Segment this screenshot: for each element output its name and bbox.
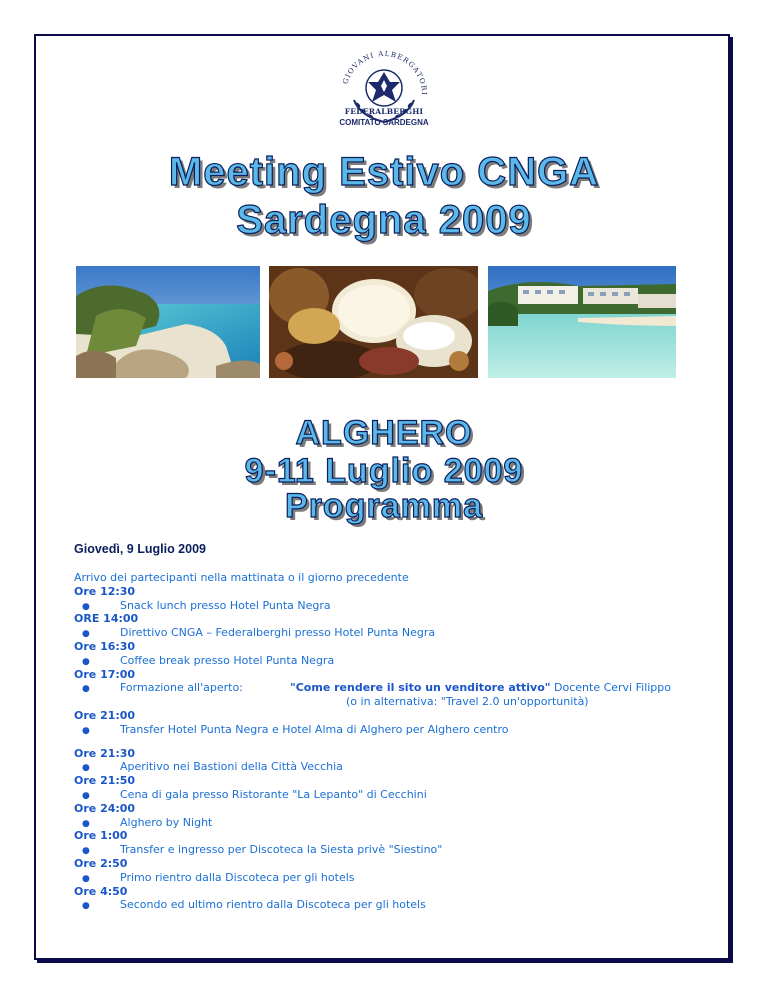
program-time: Ore 2:50 — [74, 856, 128, 870]
program-intro: Arrivo dei partecipanti nella mattinata o il giorno precedente — [74, 571, 409, 584]
program-time: Ore 1:00 — [74, 829, 128, 843]
city-title: ALGHERO — [295, 414, 473, 452]
workshop-alternative: (o in alternativa: "Travel 2.0 un'opportunità) — [346, 695, 589, 709]
program-item: ● Transfer e ingresso per Discoteca la Siesta privè "Siestino" — [82, 843, 443, 857]
program-item: ● Direttivo CNGA – Federalberghi presso Hotel Punta Negra — [82, 626, 436, 640]
program-item: ● Aperitivo nei Bastioni della Città Vecchia — [82, 760, 343, 774]
day-heading: Giovedì, 9 Luglio 2009 — [74, 542, 206, 556]
cheese-food-photo — [269, 266, 478, 378]
program-item: ● Alghero by Night — [82, 815, 213, 829]
program-time: Ore 17:00 — [74, 667, 136, 681]
program-time: Ore 12:30 — [74, 584, 136, 598]
workshop-teacher: Docente Cervi Filippo — [554, 681, 672, 695]
workshop-title: "Come rendere il sito un venditore attivo" — [290, 681, 551, 695]
logo-ring-text: GIOVANI ALBERGATORI — [341, 49, 429, 96]
program-item-workshop: ● Formazione all'aperto: "Come rendere il sito un venditore attivo" Docente Cervi Filippo — [82, 681, 672, 695]
beach-rocks-photo — [76, 266, 260, 378]
main-title-line1: Meeting Estivo CNGA — [168, 150, 600, 194]
program-item: ● Cena di gala presso Ristorante "La Lepanto" di Cecchini — [82, 787, 427, 801]
program-time: Ore 21:50 — [74, 774, 136, 788]
program-time: ORE 14:00 — [74, 612, 139, 626]
program-time: Ore 4:50 — [74, 884, 128, 898]
program-time: Ore 16:30 — [74, 639, 136, 653]
program-item: ● Snack lunch presso Hotel Punta Negra — [82, 598, 331, 612]
program-item: ● Transfer Hotel Punta Negra e Hotel Alma di Alghero per Alghero centro — [82, 722, 509, 736]
logo-org: FEDERALBERGHI — [344, 107, 424, 116]
program-item: ● Coffee break presso Hotel Punta Negra — [82, 653, 335, 667]
logo-committee: COMITATO SARDEGNA — [339, 118, 429, 127]
program-title: Programma — [285, 487, 483, 525]
program-time: Ore 21:00 — [74, 708, 136, 722]
program-list — [74, 571, 694, 912]
program-time: Ore 24:00 — [74, 801, 136, 815]
hotel-sea-photo — [488, 266, 676, 378]
main-title-line2: Sardegna 2009 — [236, 198, 532, 242]
program-item: ● Secondo ed ultimo rientro dalla Discoteca per gli hotels — [82, 898, 426, 912]
program-item: ● Primo rientro dalla Discoteca per gli hotels — [82, 870, 355, 884]
program-time: Ore 21:30 — [74, 746, 136, 760]
date-title: 9-11 Luglio 2009 — [244, 452, 524, 490]
